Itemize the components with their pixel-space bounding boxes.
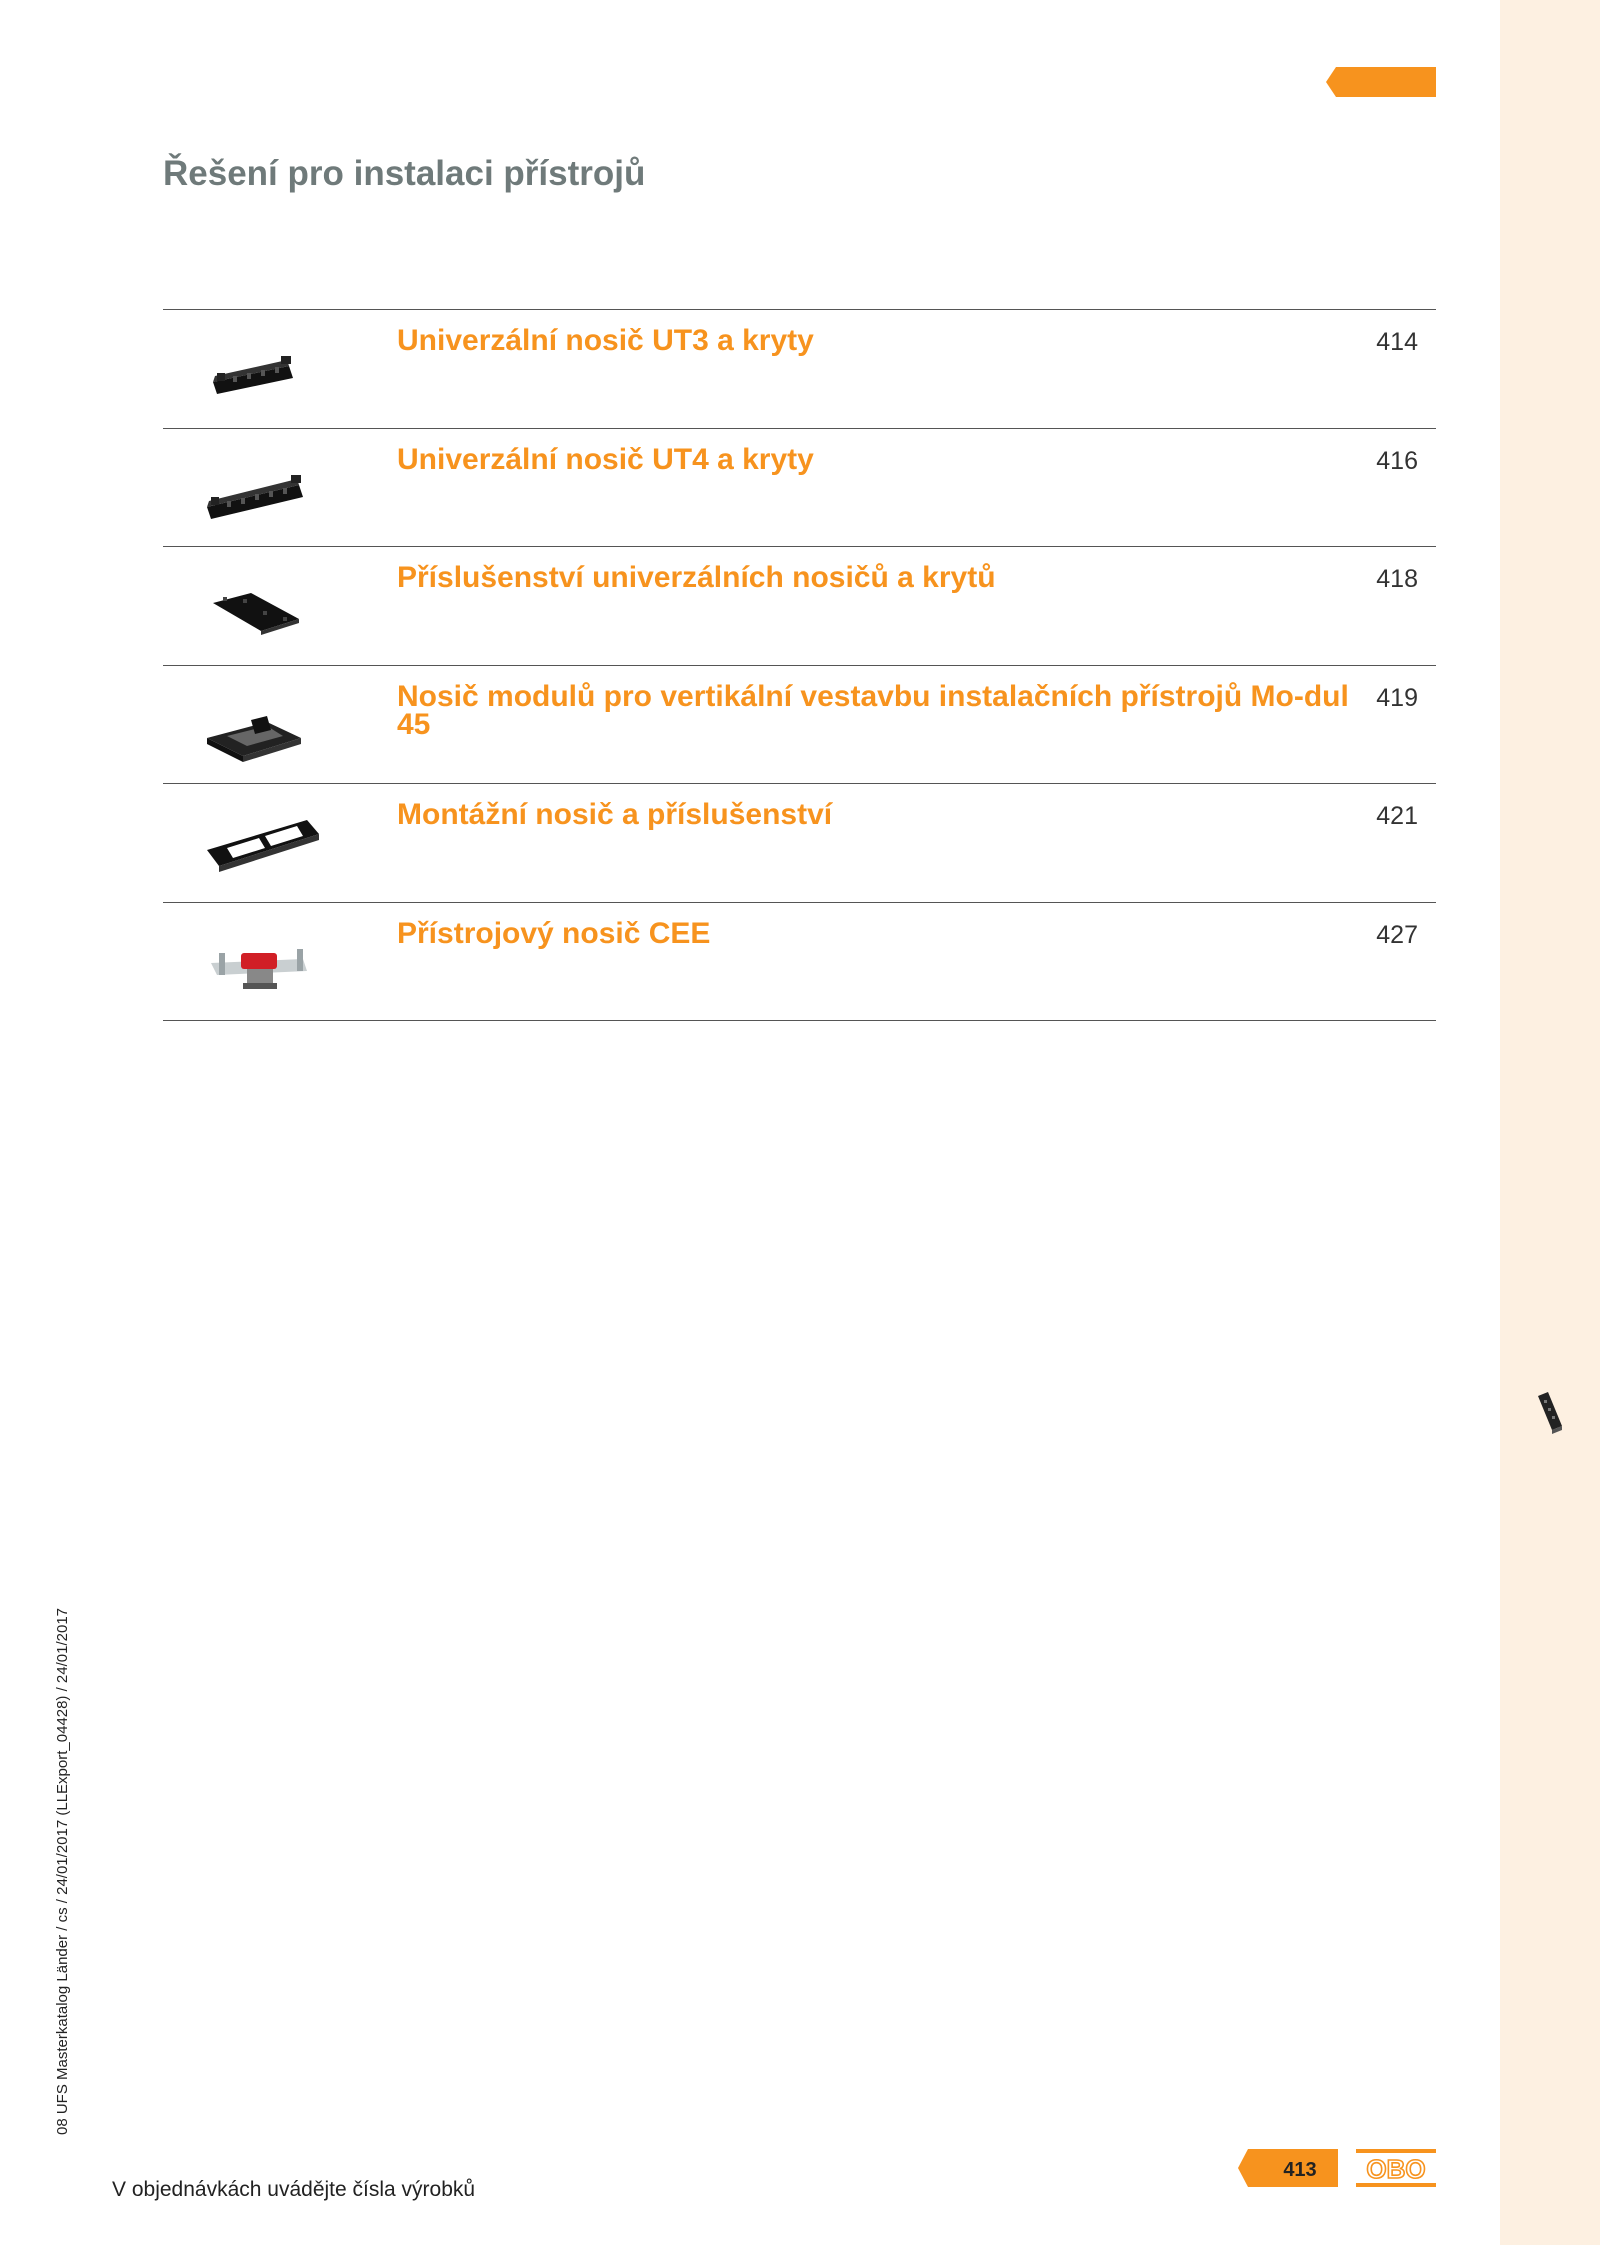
toc-page-number: 414 bbox=[1376, 328, 1418, 356]
toc-entry-title[interactable]: Univerzální nosič UT3 a kryty bbox=[397, 324, 814, 357]
toc-page-number: 416 bbox=[1376, 446, 1418, 475]
obo-logo bbox=[1356, 2149, 1436, 2189]
toc-row[interactable] bbox=[163, 429, 1436, 548]
toc-entry-title[interactable]: Univerzální nosič UT4 a kryty bbox=[397, 442, 814, 476]
ut4-carrier-image bbox=[203, 449, 323, 529]
toc-entry-title[interactable]: Příslušenství univerzálních nosičů a krytů bbox=[397, 561, 996, 594]
toc-row[interactable] bbox=[163, 310, 1436, 429]
mounting-carrier-image bbox=[203, 804, 323, 884]
svg-text:OBO: OBO bbox=[1366, 2154, 1426, 2184]
page-title: Řešení pro instalaci přístrojů bbox=[163, 154, 646, 193]
cee-carrier-image bbox=[203, 923, 323, 1003]
toc-row[interactable] bbox=[163, 903, 1436, 1022]
toc-page-number: 421 bbox=[1376, 802, 1418, 830]
carrier-accessory-image bbox=[203, 567, 323, 647]
module-carrier-image bbox=[203, 686, 323, 766]
footer-note: V objednávkách uvádějte čísla výrobků bbox=[112, 2178, 476, 2201]
side-band bbox=[1500, 0, 1600, 2245]
toc-entry-title[interactable]: Montážní nosič a příslušenství bbox=[397, 798, 833, 831]
toc-entry-title[interactable]: Přístrojový nosič CEE bbox=[397, 916, 711, 950]
side-label: 08 UFS Masterkatalog Länder / cs / 24/01/2017 (LLExport_04428) / 24/01/2017 bbox=[54, 1607, 71, 2135]
ut3-carrier-image bbox=[203, 330, 323, 410]
page-number: 413 bbox=[1283, 2159, 1317, 2181]
toc-row[interactable] bbox=[163, 547, 1436, 666]
toc-page-number: 427 bbox=[1376, 920, 1418, 949]
chapter-tab bbox=[1326, 67, 1436, 97]
device-carrier-icon bbox=[1532, 1390, 1568, 1434]
toc-table bbox=[163, 309, 1436, 1021]
toc-row[interactable] bbox=[163, 666, 1436, 785]
toc-row[interactable] bbox=[163, 784, 1436, 903]
toc-entry-title[interactable]: Nosič modulů pro vertikální vestavbu instalačních přístrojů Mo-dul 45 bbox=[397, 679, 1349, 741]
toc-page-number: 418 bbox=[1376, 565, 1418, 593]
toc-page-number: 419 bbox=[1376, 683, 1418, 712]
